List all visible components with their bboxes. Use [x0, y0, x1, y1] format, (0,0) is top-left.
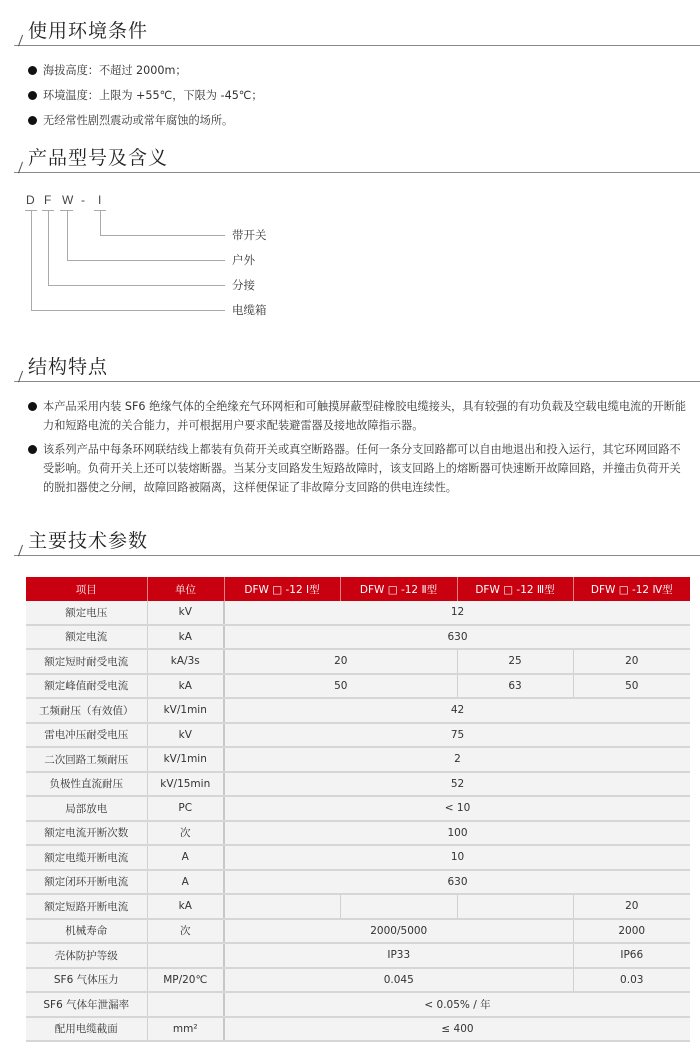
table-row: [26, 625, 690, 650]
item-cell: 额定电缆开断电流: [26, 845, 147, 870]
table-row: [26, 1017, 690, 1042]
list-item: 海拔高度：不超过 2000m；: [28, 61, 688, 80]
item-cell: 工频耐压（有效值）: [26, 698, 147, 723]
table-row: [26, 943, 690, 968]
table-row: [26, 870, 690, 895]
item-cell: 额定峰值耐受电流: [26, 674, 147, 699]
table-row: [26, 747, 690, 772]
meaning-label: 电缆箱: [232, 303, 267, 317]
table-row: [26, 992, 690, 1017]
value-cell: [224, 894, 340, 919]
value-cell: ≤ 400: [224, 1017, 690, 1042]
value-cell: 20: [224, 649, 457, 674]
unit-cell: MP/20℃: [147, 968, 224, 993]
section-title: 结构特点: [28, 356, 109, 378]
value-cell: 50: [224, 674, 457, 699]
environment-list: [28, 61, 688, 130]
value-cell: 12: [224, 601, 690, 625]
table-row: [26, 845, 690, 870]
column-header: DFW □ -12 Ⅰ型: [224, 577, 340, 601]
value-cell: 2000: [573, 919, 690, 944]
unit-cell: PC: [147, 796, 224, 821]
value-cell: 63: [457, 674, 573, 699]
heading-slash-icon: [14, 369, 24, 383]
unit-cell: A: [147, 870, 224, 895]
table-row: [26, 894, 690, 919]
heading-slash-icon: [14, 160, 24, 174]
section-heading-features: [14, 355, 700, 382]
bullet-icon: [28, 91, 37, 100]
unit-cell: kV/1min: [147, 698, 224, 723]
column-header: DFW □ -12 Ⅱ型: [340, 577, 457, 601]
item-cell: 配用电缆截面: [26, 1017, 147, 1042]
value-cell: 20: [573, 894, 690, 919]
table-row: [26, 919, 690, 944]
list-item: 该系列产品中每条环网联结线上都装有负荷开关或真空断路器。任何一条分支回路都可以自由地退出和投入运行，其它环网回路不受影响。负荷开关上还可以装熔断器。当某分支回路发生短路故障时，该支回路上的熔断器可快速断开故障回路，并撞击负荷开关的脱扣器使之分闸，故障回路被隔离，这样便保证了非故障分支回路的供电连续性。: [28, 440, 690, 497]
model-code-diagram: [0, 180, 300, 330]
value-cell: 20: [573, 649, 690, 674]
features-list: [28, 397, 690, 497]
meaning-label: 户外: [232, 253, 255, 267]
unit-cell: kA: [147, 674, 224, 699]
unit-cell: kV: [147, 601, 224, 625]
column-header: DFW □ -12 Ⅳ型: [573, 577, 690, 601]
item-cell: 额定电流: [26, 625, 147, 650]
value-cell: < 0.05% / 年: [224, 992, 690, 1017]
table-row: [26, 772, 690, 797]
item-cell: SF6 气体年泄漏率: [26, 992, 147, 1017]
list-item: 本产品采用内装 SF6 绝缘气体的全绝缘充气环网柜和可触摸屏蔽型硅橡胶电缆接头，具有较强的有功负载及空载电缆电流的开断能力和短路电流的关合能力，并可根据用户要求配装避雷器及接地故障指示器。: [28, 397, 690, 435]
code-letter: -: [81, 193, 85, 207]
unit-cell: kV/1min: [147, 747, 224, 772]
unit-cell: 次: [147, 919, 224, 944]
item-cell: 二次回路工频耐压: [26, 747, 147, 772]
code-letter: F: [44, 193, 52, 207]
item-cell: 额定闭环开断电流: [26, 870, 147, 895]
value-cell: 10: [224, 845, 690, 870]
table-row: [26, 601, 690, 625]
table-row: [26, 968, 690, 993]
item-cell: 雷电冲压耐受电压: [26, 723, 147, 748]
bullet-icon: [28, 116, 37, 125]
item-cell: 机械寿命: [26, 919, 147, 944]
column-header: 单位: [147, 577, 224, 601]
table-row: [26, 723, 690, 748]
code-letter: W: [62, 193, 74, 207]
code-letter: D: [26, 193, 35, 207]
value-cell: 25: [457, 649, 573, 674]
table-row: [26, 649, 690, 674]
value-cell: 0.045: [224, 968, 573, 993]
value-cell: IP33: [224, 943, 573, 968]
table-row: [26, 796, 690, 821]
value-cell: 630: [224, 625, 690, 650]
unit-cell: 次: [147, 821, 224, 846]
bullet-icon: [28, 66, 37, 75]
section-heading-specs: [14, 529, 700, 556]
value-cell: 75: [224, 723, 690, 748]
table-row: [26, 821, 690, 846]
heading-slash-icon: [14, 33, 24, 47]
value-cell: [457, 894, 573, 919]
item-cell: 额定短时耐受电流: [26, 649, 147, 674]
unit-cell: kA: [147, 625, 224, 650]
value-cell: 50: [573, 674, 690, 699]
value-cell: 630: [224, 870, 690, 895]
unit-cell: A: [147, 845, 224, 870]
specs-table: [26, 577, 690, 1042]
heading-slash-icon: [14, 543, 24, 557]
value-cell: 100: [224, 821, 690, 846]
meaning-label: 带开关: [232, 228, 267, 242]
unit-cell: [147, 992, 224, 1017]
model-code-lines: [0, 180, 300, 330]
unit-cell: kA/3s: [147, 649, 224, 674]
item-cell: 负极性直流耐压: [26, 772, 147, 797]
item-cell: 额定电流开断次数: [26, 821, 147, 846]
bullet-icon: [28, 445, 37, 454]
value-cell: 2000/5000: [224, 919, 573, 944]
unit-cell: mm²: [147, 1017, 224, 1042]
value-cell: 52: [224, 772, 690, 797]
value-cell: 42: [224, 698, 690, 723]
table-row: [26, 698, 690, 723]
item-cell: 局部放电: [26, 796, 147, 821]
table-header-row: [26, 577, 690, 601]
value-cell: IP66: [573, 943, 690, 968]
item-cell: 额定短路开断电流: [26, 894, 147, 919]
unit-cell: kV: [147, 723, 224, 748]
list-item: 无经常性剧烈震动或常年腐蚀的场所。: [28, 111, 688, 130]
value-cell: < 10: [224, 796, 690, 821]
list-item: 环境温度：上限为 +55℃，下限为 -45℃；: [28, 86, 688, 105]
section-heading-model: [14, 146, 700, 173]
item-cell: 壳体防护等级: [26, 943, 147, 968]
item-cell: SF6 气体压力: [26, 968, 147, 993]
section-title: 主要技术参数: [28, 530, 149, 552]
value-cell: [340, 894, 457, 919]
value-cell: 2: [224, 747, 690, 772]
unit-cell: kV/15min: [147, 772, 224, 797]
table-row: [26, 674, 690, 699]
unit-cell: [147, 943, 224, 968]
item-cell: 额定电压: [26, 601, 147, 625]
unit-cell: kA: [147, 894, 224, 919]
meaning-label: 分接: [232, 278, 255, 292]
column-header: DFW □ -12 Ⅲ型: [457, 577, 573, 601]
column-header: 项目: [26, 577, 147, 601]
section-heading-environment: [14, 19, 700, 46]
code-letter: I: [98, 193, 102, 207]
section-title: 使用环境条件: [28, 20, 149, 42]
bullet-icon: [28, 402, 37, 411]
section-title: 产品型号及含义: [28, 147, 169, 169]
value-cell: 0.03: [573, 968, 690, 993]
